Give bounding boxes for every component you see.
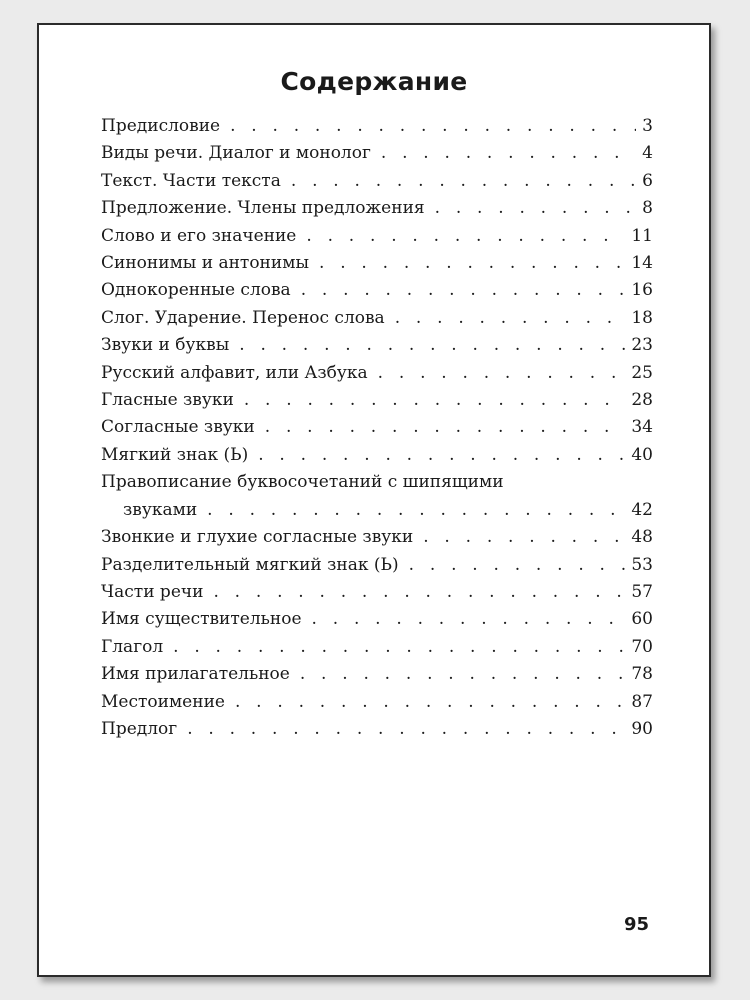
toc-entry-page: 40 bbox=[631, 444, 653, 465]
toc-entry-label: Мягкий знак (Ь) bbox=[101, 444, 249, 465]
toc-entry-label: Глагол bbox=[101, 636, 164, 657]
toc-entry bbox=[101, 168, 653, 195]
dot-leader bbox=[300, 661, 626, 688]
page-title: Содержание bbox=[280, 67, 468, 96]
dot-leader bbox=[265, 414, 626, 441]
toc-entry-page: 48 bbox=[631, 527, 653, 548]
toc-entry-label: Однокоренные слова bbox=[101, 280, 291, 301]
toc-entry bbox=[101, 634, 653, 661]
toc-entry bbox=[101, 414, 653, 441]
book-page bbox=[37, 23, 711, 977]
dot-leader bbox=[258, 442, 625, 469]
toc-entry-page: 28 bbox=[631, 390, 653, 411]
toc-entry-page: 11 bbox=[631, 225, 653, 246]
toc-entry bbox=[101, 524, 653, 551]
table-of-contents bbox=[101, 113, 653, 743]
dot-leader bbox=[312, 606, 626, 633]
toc-entry-page: 42 bbox=[631, 499, 653, 520]
toc-entry bbox=[101, 579, 653, 606]
toc-entry bbox=[101, 250, 653, 277]
toc-entry-page: 90 bbox=[631, 718, 653, 739]
toc-entry-label: Имя существительное bbox=[101, 609, 302, 630]
toc-entry bbox=[101, 442, 653, 469]
dot-leader bbox=[207, 497, 625, 524]
dot-leader bbox=[291, 168, 636, 195]
toc-entry-page: 53 bbox=[631, 554, 653, 575]
toc-entry-page: 16 bbox=[631, 280, 653, 301]
toc-entry bbox=[101, 195, 653, 222]
toc-entry-label: Местоимение bbox=[101, 691, 225, 712]
toc-entry bbox=[101, 223, 653, 250]
page-number: 95 bbox=[623, 914, 649, 935]
dot-leader bbox=[319, 250, 625, 277]
dot-leader bbox=[435, 195, 637, 222]
dot-leader bbox=[306, 223, 625, 250]
dot-leader bbox=[409, 552, 626, 579]
toc-entry-label: Разделительный мягкий знак (Ь) bbox=[101, 554, 399, 575]
toc-entry-label: Русский алфавит, или Азбука bbox=[101, 362, 368, 383]
dot-leader bbox=[230, 113, 636, 140]
toc-entry bbox=[101, 689, 653, 716]
toc-entry-label: Слог. Ударение. Перенос слова bbox=[101, 307, 385, 328]
toc-entry-page: 78 bbox=[631, 664, 653, 685]
toc-entry-page: 87 bbox=[631, 691, 653, 712]
toc-entry-page: 4 bbox=[642, 143, 653, 164]
dot-leader bbox=[381, 140, 636, 167]
toc-entry bbox=[101, 716, 653, 743]
dot-leader bbox=[213, 579, 625, 606]
toc-entry-page: 34 bbox=[631, 417, 653, 438]
dot-leader bbox=[301, 277, 626, 304]
dot-leader bbox=[235, 689, 625, 716]
toc-entry-page: 57 bbox=[631, 581, 653, 602]
toc-entry-label: Текст. Части текста bbox=[101, 170, 281, 191]
toc-entry-label: Звонкие и глухие согласные звуки bbox=[101, 527, 414, 548]
toc-entry-page: 18 bbox=[631, 307, 653, 328]
toc-entry-page: 6 bbox=[642, 170, 653, 191]
dot-leader bbox=[239, 332, 625, 359]
toc-entry-page: 60 bbox=[631, 609, 653, 630]
dot-leader bbox=[378, 360, 626, 387]
toc-entry bbox=[101, 661, 653, 688]
dot-leader bbox=[423, 524, 625, 551]
toc-entry bbox=[101, 387, 653, 414]
toc-entry-page: 3 bbox=[642, 116, 653, 136]
toc-entry bbox=[101, 606, 653, 633]
toc-entry-label: Предлог bbox=[101, 718, 178, 739]
dot-leader bbox=[173, 634, 625, 661]
toc-entry bbox=[101, 332, 653, 359]
toc-entry-label: Согласные звуки bbox=[101, 417, 255, 438]
toc-entry-label: Предложение. Члены предложения bbox=[101, 198, 425, 219]
toc-entry-label: Гласные звуки bbox=[101, 390, 234, 411]
toc-entry bbox=[101, 277, 653, 304]
toc-entry bbox=[101, 469, 653, 524]
toc-entry bbox=[101, 140, 653, 167]
toc-entry bbox=[101, 113, 653, 140]
toc-entry-page: 23 bbox=[631, 335, 653, 356]
toc-entry-label: Предисловие bbox=[101, 116, 221, 136]
toc-entry bbox=[101, 360, 653, 387]
dot-leader bbox=[187, 716, 625, 743]
toc-entry-page: 25 bbox=[631, 362, 653, 383]
toc-entry-page: 70 bbox=[631, 636, 653, 657]
toc-entry-label: Имя прилагательное bbox=[101, 664, 290, 685]
dot-leader bbox=[395, 305, 626, 332]
toc-entry-label: Виды речи. Диалог и монолог bbox=[101, 143, 371, 164]
dot-leader bbox=[244, 387, 626, 414]
toc-entry-label: Части речи bbox=[101, 581, 204, 602]
toc-entry-label-line1: Правописание буквосочетаний с шипящими bbox=[101, 472, 504, 493]
toc-entry-label: Слово и его значение bbox=[101, 225, 297, 246]
toc-entry-label: Синонимы и антонимы bbox=[101, 253, 309, 274]
toc-entry bbox=[101, 305, 653, 332]
toc-entry bbox=[101, 552, 653, 579]
toc-entry-label: звуками bbox=[123, 499, 198, 520]
toc-entry-label: Звуки и буквы bbox=[101, 335, 230, 356]
toc-entry-page: 14 bbox=[631, 253, 653, 274]
toc-entry-page: 8 bbox=[642, 198, 653, 219]
